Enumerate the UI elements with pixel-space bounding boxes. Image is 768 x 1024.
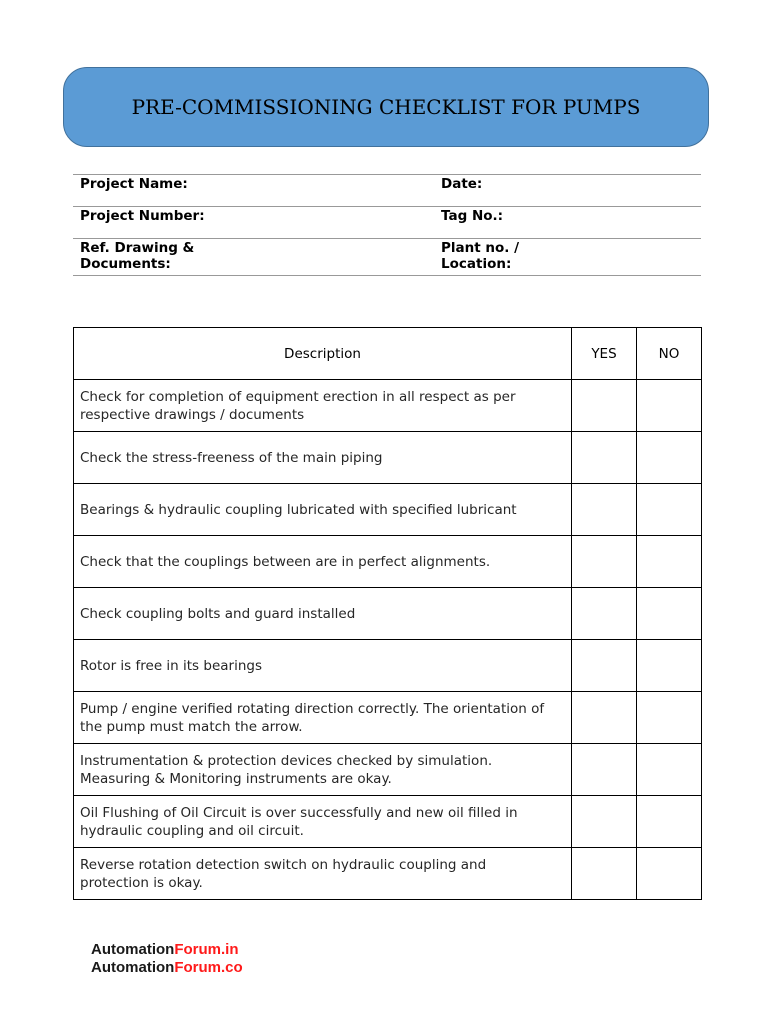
footer-link-in[interactable] bbox=[91, 941, 243, 959]
no-checkbox-cell[interactable] bbox=[637, 380, 702, 432]
footer-domain-text: Forum.in bbox=[174, 941, 239, 958]
date-label: Date: bbox=[441, 176, 483, 192]
checklist-item-line: Bearings & hydraulic coupling lubricated with specified lubricant bbox=[80, 501, 517, 518]
checklist-item-description bbox=[74, 432, 572, 484]
checklist-row bbox=[74, 640, 702, 692]
ref-drawing-label bbox=[73, 240, 434, 275]
footer-domain-text: Forum.co bbox=[174, 959, 243, 976]
checklist-item-description bbox=[74, 588, 572, 640]
checklist-item-line: Check that the couplings between are in perfect alignments. bbox=[80, 553, 491, 570]
checklist-item-line: Oil Flushing of Oil Circuit is over successfully and new oil filled in bbox=[80, 804, 518, 821]
footer-brand-text: Automation bbox=[91, 959, 175, 976]
checklist-item-description bbox=[74, 848, 572, 900]
ref-drawing-label-line2: Documents: bbox=[80, 256, 171, 272]
checklist-item-line: respective drawings / documents bbox=[80, 406, 305, 423]
checklist-item-description bbox=[74, 796, 572, 848]
yes-checkbox-cell[interactable] bbox=[572, 484, 637, 536]
info-row-project-name bbox=[73, 174, 701, 206]
header-no: NO bbox=[637, 328, 702, 380]
checklist-header-row bbox=[74, 328, 702, 380]
info-row-project-number bbox=[73, 206, 701, 238]
checklist-table bbox=[73, 327, 702, 900]
yes-checkbox-cell[interactable] bbox=[572, 432, 637, 484]
checklist-item-line: Check the stress-freeness of the main piping bbox=[80, 449, 383, 466]
no-checkbox-cell[interactable] bbox=[637, 484, 702, 536]
no-checkbox-cell[interactable] bbox=[637, 588, 702, 640]
project-number-label: Project Number: bbox=[80, 208, 205, 224]
checklist-item-line: Instrumentation & protection devices checked by simulation. bbox=[80, 752, 493, 769]
no-checkbox-cell[interactable] bbox=[637, 848, 702, 900]
checklist-row bbox=[74, 380, 702, 432]
checklist-item-line: Check for completion of equipment erection in all respect as per bbox=[80, 388, 516, 405]
no-checkbox-cell[interactable] bbox=[637, 536, 702, 588]
checklist-item-description bbox=[74, 536, 572, 588]
checklist-row bbox=[74, 744, 702, 796]
checklist-item-line: Measuring & Monitoring instruments are okay. bbox=[80, 770, 392, 787]
checklist-item-line: hydraulic coupling and oil circuit. bbox=[80, 822, 304, 839]
footer-links bbox=[91, 941, 243, 977]
info-row-ref-drawing bbox=[73, 238, 701, 276]
checklist-row bbox=[74, 432, 702, 484]
checklist-item-line: the pump must match the arrow. bbox=[80, 718, 303, 735]
no-checkbox-cell[interactable] bbox=[637, 432, 702, 484]
yes-checkbox-cell[interactable] bbox=[572, 692, 637, 744]
checklist-item-description bbox=[74, 484, 572, 536]
checklist-item-description bbox=[74, 640, 572, 692]
yes-checkbox-cell[interactable] bbox=[572, 380, 637, 432]
footer-brand-text: Automation bbox=[91, 941, 175, 958]
yes-checkbox-cell[interactable] bbox=[572, 536, 637, 588]
checklist-item-line: Rotor is free in its bearings bbox=[80, 657, 262, 674]
plant-location-label-line1: Plant no. / bbox=[441, 240, 520, 256]
checklist-item-line: Pump / engine verified rotating direction correctly. The orientation of bbox=[80, 700, 545, 717]
checklist-item-line: Reverse rotation detection switch on hydraulic coupling and bbox=[80, 856, 487, 873]
yes-checkbox-cell[interactable] bbox=[572, 848, 637, 900]
plant-location-label bbox=[434, 240, 701, 275]
checklist-row bbox=[74, 692, 702, 744]
no-checkbox-cell[interactable] bbox=[637, 640, 702, 692]
ref-drawing-label-line1: Ref. Drawing & bbox=[80, 240, 195, 256]
no-checkbox-cell[interactable] bbox=[637, 744, 702, 796]
tag-no-label: Tag No.: bbox=[441, 208, 504, 224]
title-banner bbox=[63, 67, 709, 147]
header-description: Description bbox=[74, 328, 572, 380]
checklist-item-description bbox=[74, 744, 572, 796]
checklist-row bbox=[74, 536, 702, 588]
page-title: PRE-COMMISSIONING CHECKLIST FOR PUMPS bbox=[131, 95, 641, 119]
yes-checkbox-cell[interactable] bbox=[572, 744, 637, 796]
checklist-item-description bbox=[74, 380, 572, 432]
checklist-row bbox=[74, 848, 702, 900]
no-checkbox-cell[interactable] bbox=[637, 796, 702, 848]
header-yes: YES bbox=[572, 328, 637, 380]
project-info-table bbox=[73, 174, 701, 276]
yes-checkbox-cell[interactable] bbox=[572, 796, 637, 848]
project-name-label: Project Name: bbox=[80, 176, 188, 192]
footer-link-co[interactable] bbox=[91, 959, 243, 977]
yes-checkbox-cell[interactable] bbox=[572, 640, 637, 692]
checklist-row bbox=[74, 484, 702, 536]
checklist-item-description bbox=[74, 692, 572, 744]
no-checkbox-cell[interactable] bbox=[637, 692, 702, 744]
checklist-item-line: Check coupling bolts and guard installed bbox=[80, 605, 356, 622]
plant-location-label-line2: Location: bbox=[441, 256, 512, 272]
checklist-row bbox=[74, 588, 702, 640]
yes-checkbox-cell[interactable] bbox=[572, 588, 637, 640]
checklist-item-line: protection is okay. bbox=[80, 874, 203, 891]
checklist-row bbox=[74, 796, 702, 848]
